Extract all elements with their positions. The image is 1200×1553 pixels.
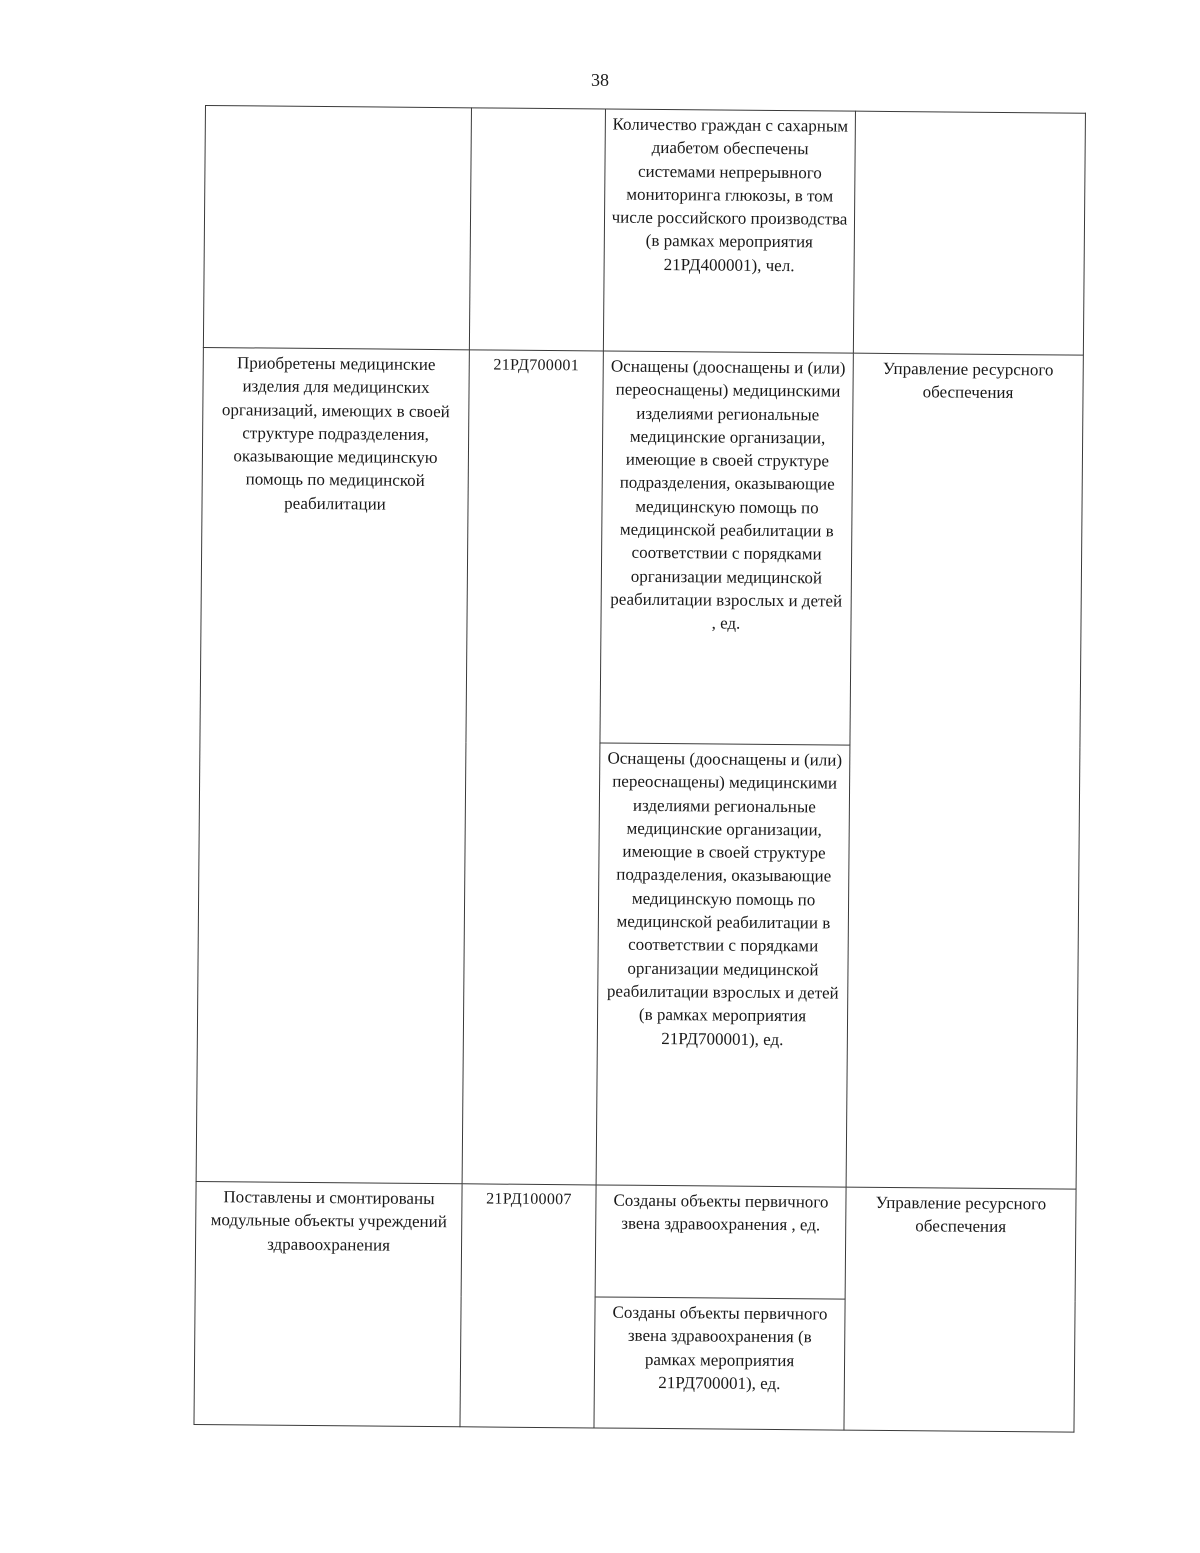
result-cell: Поставлены и смонтированы модульные объекты учреждений здравоохранения bbox=[194, 1181, 462, 1426]
table-row bbox=[195, 1181, 1076, 1301]
indicator-cell: Созданы объекты первичного звена здравоохранения (в рамках мероприятия 21РД700001), ед. bbox=[594, 1297, 845, 1430]
table-row bbox=[200, 347, 1083, 747]
result-cell: Приобретены медицинские изделия для медицинских организаций, имеющих в своей структуре подразделения, оказывающие медицинскую помощь по медицинской реабилитации bbox=[196, 347, 469, 1183]
indicator-cell: Оснащены (дооснащены и (или) переоснащены) медицинскими изделиями региональные медицинские организации, имеющие в своей структуре подразделения, оказывающие медицинскую помощь по медицинской реабилитации в соответствии с порядками организации медицинской реабилитации взрослых и детей , ед. bbox=[600, 351, 853, 745]
responsible-cell: Управление ресурсного обеспечения bbox=[844, 1187, 1076, 1432]
indicator-cell: Созданы объекты первичного звена здравоохранения , ед. bbox=[595, 1185, 846, 1299]
code-cell bbox=[469, 108, 605, 351]
responsible-cell: Управление ресурсного обеспечения bbox=[846, 353, 1083, 1189]
table-row bbox=[203, 106, 1085, 356]
code-cell: 21РД700001 bbox=[462, 350, 603, 1185]
indicator-cell: Оснащены (дооснащены и (или) переоснащены) медицинскими изделиями региональные медицинские организации, имеющие в своей структуре подразделения, оказывающие медицинскую помощь по медицинской реабилитации в соответствии с порядками организации медицинской реабилитации взрослых и детей (в рамках мероприятия 21РД700001), ед. bbox=[596, 743, 850, 1187]
code-cell: 21РД100007 bbox=[460, 1184, 596, 1428]
result-cell bbox=[203, 106, 471, 350]
responsible-cell bbox=[853, 111, 1085, 355]
measures-table bbox=[193, 105, 1085, 1433]
page-number: 38 bbox=[591, 70, 609, 90]
indicator-cell: Количество граждан с сахарным диабетом обеспечены системами непрерывного мониторинга глюкозы, в том числе российского производства (в рамках мероприятия 21РД400001), чел. bbox=[603, 109, 855, 353]
